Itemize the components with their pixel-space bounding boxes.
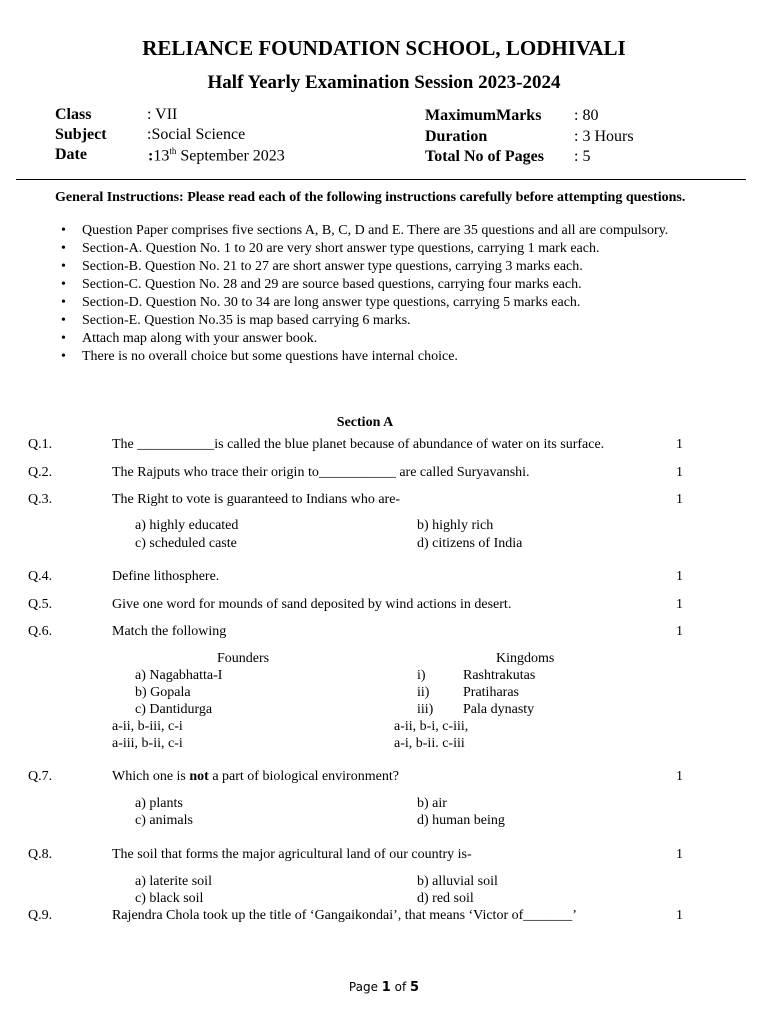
instructions-list xyxy=(55,222,675,366)
question-marks: 1 xyxy=(676,597,683,612)
question-marks: 1 xyxy=(676,624,683,639)
question-marks: 1 xyxy=(676,908,683,923)
pages-label: Total No of Pages xyxy=(425,148,544,165)
question-text: The Right to vote is guaranteed to Indians who are- xyxy=(112,492,401,507)
instruction-item: • Section-E. Question No.35 is map based carrying 6 marks. xyxy=(55,312,675,330)
match-option: a-ii, b-i, c-iii, xyxy=(394,719,469,734)
option-b: b) highly rich xyxy=(417,518,494,533)
option-a: a) highly educated xyxy=(135,518,239,533)
match-founder: c) Dantidurga xyxy=(135,702,213,717)
duration-label: Duration xyxy=(425,128,488,145)
match-kingdom-num: ii) xyxy=(417,685,430,700)
question-number: Q.9. xyxy=(28,908,53,923)
question-text: Give one word for mounds of sand deposited by wind actions in desert. xyxy=(112,597,512,612)
question-marks: 1 xyxy=(676,847,683,862)
instruction-item: • Attach map along with your answer book. xyxy=(55,330,675,348)
question-text: Rajendra Chola took up the title of ‘Gangaikondai’, that means ‘Victor of_______’ xyxy=(112,908,577,923)
match-option: a-i, b-ii. c-iii xyxy=(394,736,465,751)
option-d: d) human being xyxy=(417,813,505,828)
class-label: Class xyxy=(55,106,92,123)
match-header-kingdoms: Kingdoms xyxy=(496,651,555,666)
option-b: b) alluvial soil xyxy=(417,874,498,889)
date-label: Date xyxy=(55,146,87,163)
question-number: Q.8. xyxy=(28,847,53,862)
question-marks: 1 xyxy=(676,492,683,507)
question-number: Q.7. xyxy=(28,769,53,784)
match-kingdom: Rashtrakutas xyxy=(463,668,536,683)
instruction-item: • Section-C. Question No. 28 and 29 are source based questions, carrying four marks each. xyxy=(55,276,675,294)
question-number: Q.4. xyxy=(28,569,53,584)
question-text: The soil that forms the major agricultural land of our country is- xyxy=(112,847,472,862)
school-name: RELIANCE FOUNDATION SCHOOL, LODHIVALI xyxy=(142,36,626,60)
match-option: a-iii, b-ii, c-i xyxy=(112,736,183,751)
question-marks: 1 xyxy=(676,769,683,784)
instructions-heading: General Instructions: Please read each of the following instructions carefully before attempting questions. xyxy=(55,190,686,205)
instruction-item: • Section-D. Question No. 30 to 34 are long answer type questions, carrying 5 marks each. xyxy=(55,294,675,312)
instruction-item: • There is no overall choice but some questions have internal choice. xyxy=(55,348,675,366)
option-a: a) laterite soil xyxy=(135,874,212,889)
question-text: The Rajputs who trace their origin to___________ are called Suryavanshi. xyxy=(112,465,530,480)
pages-value: : 5 xyxy=(574,148,591,165)
instruction-item: • Section-B. Question No. 21 to 27 are short answer type questions, carrying 3 marks each. xyxy=(55,258,675,276)
question-text: Match the following xyxy=(112,624,227,639)
subject-label: Subject xyxy=(55,126,107,143)
question-text: Define lithosphere. xyxy=(112,569,220,584)
option-a: a) plants xyxy=(135,796,183,811)
question-number: Q.3. xyxy=(28,492,53,507)
match-kingdom: Pratiharas xyxy=(463,685,519,700)
match-option: a-ii, b-iii, c-i xyxy=(112,719,183,734)
instruction-item: • Question Paper comprises five sections A, B, C, D and E. There are 35 questions and all are compulsory. xyxy=(55,222,675,240)
question-number: Q.5. xyxy=(28,597,53,612)
option-d: d) red soil xyxy=(417,891,474,906)
match-kingdom: Pala dynasty xyxy=(463,702,535,717)
option-d: d) citizens of India xyxy=(417,536,523,551)
match-founder: a) Nagabhatta-I xyxy=(135,668,223,683)
option-c: c) animals xyxy=(135,813,193,828)
question-marks: 1 xyxy=(676,569,683,584)
question-number: Q.2. xyxy=(28,465,53,480)
match-header-founders: Founders xyxy=(217,651,270,666)
option-b: b) air xyxy=(417,796,447,811)
date-value: :13th September 2023 xyxy=(148,146,285,165)
match-kingdom-num: i) xyxy=(417,668,426,683)
exam-session: Half Yearly Examination Session 2023-2024 xyxy=(207,72,561,93)
page-footer: Page 1 of 5 xyxy=(348,980,420,995)
header-divider xyxy=(16,179,746,180)
duration-value: : 3 Hours xyxy=(574,128,634,145)
match-kingdom-num: iii) xyxy=(417,702,434,717)
section-a-title: Section A xyxy=(336,415,394,430)
max-marks-label: MaximumMarks xyxy=(425,107,542,124)
match-founder: b) Gopala xyxy=(135,685,191,700)
option-c: c) black soil xyxy=(135,891,204,906)
question-number: Q.1. xyxy=(28,437,53,452)
max-marks-value: : 80 xyxy=(574,107,599,124)
question-text: The ___________is called the blue planet because of abundance of water on its surface. xyxy=(112,437,605,452)
question-number: Q.6. xyxy=(28,624,53,639)
question-marks: 1 xyxy=(676,465,683,480)
option-c: c) scheduled caste xyxy=(135,536,237,551)
question-text: Which one is not a part of biological environment? xyxy=(112,769,399,784)
class-value: : VII xyxy=(147,106,178,123)
question-marks: 1 xyxy=(676,437,683,452)
instruction-item: • Section-A. Question No. 1 to 20 are very short answer type questions, carrying 1 mark each. xyxy=(55,240,675,258)
subject-value: :Social Science xyxy=(147,126,246,143)
